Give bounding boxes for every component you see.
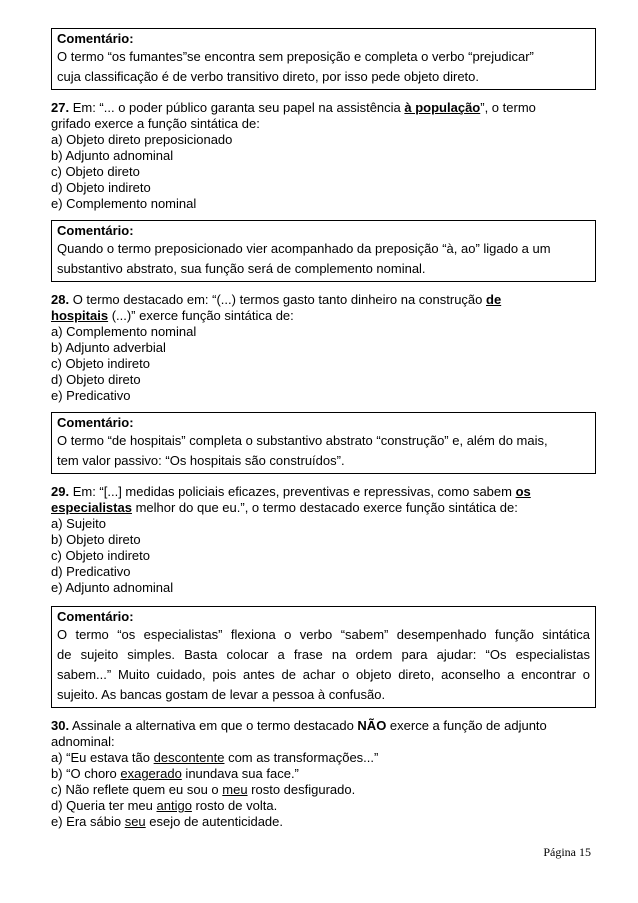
question-stem-cont: grifado exerce a função sintática de: (51, 116, 260, 131)
highlighted-term: à população (404, 100, 481, 115)
spacer (51, 404, 596, 412)
spacer (51, 596, 596, 606)
comment-box-27 (51, 220, 596, 282)
underlined-term: meu (222, 782, 248, 797)
option-text: inundava sua face.” (181, 766, 299, 781)
page-number: Página 15 (543, 845, 591, 859)
option-text: a) “Eu estava tão (51, 750, 154, 765)
underlined-term: descontente (153, 750, 225, 765)
question-text: Em: “... o poder público garanta seu papel na assistência (69, 100, 405, 115)
option-c: c) Objeto indireto (51, 356, 150, 371)
option-b (51, 766, 596, 782)
option-b: b) Objeto direto (51, 532, 141, 547)
comment-line: Quando o termo preposicionado vier acompanhado da preposição “à, ao” ligado a um (57, 241, 551, 256)
option-d: d) Objeto indireto (51, 180, 151, 195)
comment-title: Comentário: (57, 223, 134, 238)
spacer (51, 212, 596, 220)
option-a: a) Objeto direto preposicionado (51, 132, 233, 147)
option-c (51, 782, 596, 798)
emphasis-text: NÃO (357, 718, 387, 733)
highlighted-term: hospitais (51, 308, 109, 323)
comment-line: sabem...” Muito cuidado, pois antes de achar o objeto direto, aconselho a encontrar o (57, 667, 590, 682)
option-text: d) Queria ter meu (51, 798, 157, 813)
comment-box-28 (51, 412, 596, 474)
question-30 (51, 718, 596, 830)
option-e: e) Complemento nominal (51, 196, 197, 211)
option-a: a) Sujeito (51, 516, 106, 531)
comment-line: O termo “os fumantes”se encontra sem preposição e completa o verbo “prejudicar” (57, 49, 534, 64)
question-text: exerce a função de adjunto (386, 718, 547, 733)
underlined-term: seu (124, 814, 146, 829)
comment-title: Comentário: (57, 415, 134, 430)
option-e: e) Adjunto adnominal (51, 580, 174, 595)
option-text: rosto desfigurado. (247, 782, 356, 797)
question-text: Em: “[...] medidas policiais eficazes, preventivas e repressivas, como sabem (69, 484, 516, 499)
question-text: melhor do que eu.”, o termo destacado exerce função sintática de: (131, 500, 518, 515)
comment-line: substantivo abstrato, sua função será de complemento nominal. (57, 261, 426, 276)
question-stem-cont: adnominal: (51, 734, 115, 749)
comment-line: O termo “de hospitais” completa o substantivo abstrato “construção” e, além do mais, (57, 433, 548, 448)
question-text: (...)” exerce função sintática de: (108, 308, 294, 323)
option-b: b) Adjunto adnominal (51, 148, 174, 163)
comment-box-26 (51, 28, 596, 90)
underlined-term: antigo (156, 798, 192, 813)
question-text: Assinale a alternativa em que o termo destacado (69, 718, 358, 733)
option-c: c) Objeto direto (51, 164, 140, 179)
question-text: ”, o termo (480, 100, 536, 115)
comment-title: Comentário: (57, 31, 134, 46)
question-text: O termo destacado em: “(...) termos gasto tanto dinheiro na construção (69, 292, 486, 307)
option-d (51, 798, 596, 814)
option-b: b) Adjunto adverbial (51, 340, 166, 355)
comment-box-29 (51, 606, 596, 708)
question-28 (51, 292, 596, 404)
option-a (51, 750, 596, 766)
highlighted-term: de (486, 292, 502, 307)
question-29 (51, 484, 596, 596)
option-e (51, 814, 596, 830)
comment-line: cuja classificação é de verbo transitivo direto, por isso pede objeto direto. (57, 69, 480, 84)
option-d: d) Objeto direto (51, 372, 141, 387)
question-number: 30. (51, 718, 70, 733)
question-stem-cont (51, 308, 596, 324)
question-stem (51, 718, 596, 734)
question-stem (51, 100, 596, 116)
comment-line: de sujeito simples. Basta colocar a frase na ordem para ajudar: “Os especialistas (57, 647, 590, 662)
question-stem (51, 484, 596, 500)
option-text: com as transformações...” (224, 750, 379, 765)
option-text: b) “O choro (51, 766, 121, 781)
underlined-term: exagerado (120, 766, 182, 781)
comment-line: sujeito. As bancas gostam de levar a pessoa à confusão. (57, 687, 386, 702)
comment-line: tem valor passivo: “Os hospitais são construídos”. (57, 453, 345, 468)
option-c: c) Objeto indireto (51, 548, 150, 563)
highlighted-term: especialistas (51, 500, 132, 515)
question-number: 27. (51, 100, 70, 115)
option-a: a) Complemento nominal (51, 324, 197, 339)
page-content (51, 28, 596, 830)
option-d: d) Predicativo (51, 564, 131, 579)
option-text: rosto de volta. (191, 798, 278, 813)
highlighted-term: os (515, 484, 531, 499)
question-27 (51, 100, 596, 212)
comment-line: O termo “os especialistas” flexiona o verbo “sabem” desempenhado função sintática (57, 627, 590, 642)
comment-title: Comentário: (57, 609, 134, 624)
option-text: e) Era sábio (51, 814, 125, 829)
option-text: esejo de autenticidade. (145, 814, 283, 829)
option-text: c) Não reflete quem eu sou o (51, 782, 223, 797)
question-stem (51, 292, 596, 308)
question-stem-cont (51, 500, 596, 516)
option-e: e) Predicativo (51, 388, 131, 403)
question-number: 28. (51, 292, 70, 307)
question-number: 29. (51, 484, 70, 499)
